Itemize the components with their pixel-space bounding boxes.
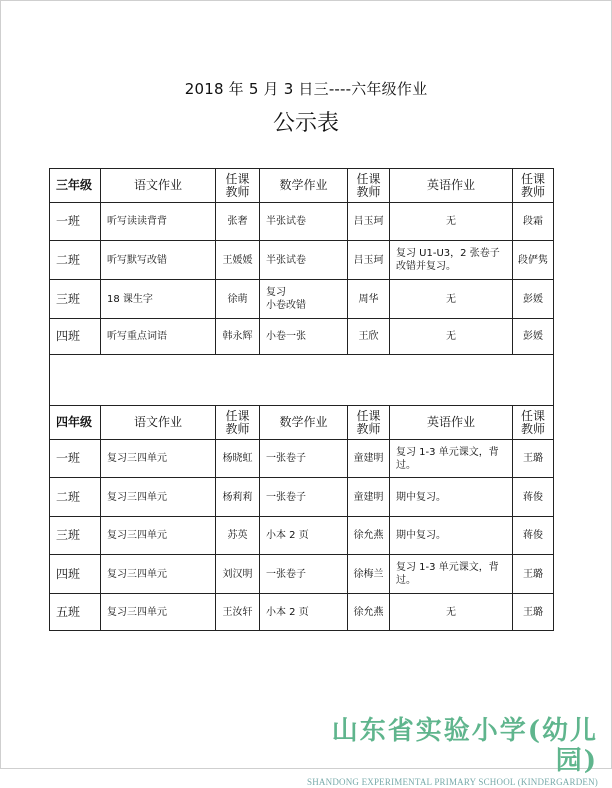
spacer-row: [50, 355, 554, 406]
chinese-teacher: 王媛媛: [216, 241, 260, 280]
page-title: 2018 年 5 月 3 日三----六年级作业: [184, 80, 428, 98]
math-teacher: 徐允燕: [348, 594, 390, 631]
class-label: 一班: [50, 203, 101, 241]
header-english: 英语作业: [390, 169, 513, 203]
english-teacher: 王璐: [513, 555, 554, 594]
english-homework: 期中复习。: [390, 517, 513, 555]
english-teacher: 王璐: [513, 594, 554, 631]
english-homework: 无: [390, 280, 513, 319]
chinese-homework: 复习三四单元: [101, 440, 216, 478]
header-chinese: 语文作业: [101, 406, 216, 440]
spacer-cell: [50, 355, 554, 406]
header-math: 数学作业: [260, 406, 348, 440]
chinese-homework: 复习三四单元: [101, 478, 216, 517]
grade-label: 四年级: [50, 406, 101, 440]
chinese-homework: 复习三四单元: [101, 555, 216, 594]
chinese-teacher: 刘汉明: [216, 555, 260, 594]
math-teacher: 吕玉珂: [348, 203, 390, 241]
table-row: [50, 241, 554, 280]
english-teacher: 彭媛: [513, 280, 554, 319]
math-teacher: 吕玉珂: [348, 241, 390, 280]
chinese-teacher: 王汝轩: [216, 594, 260, 631]
class-label: 二班: [50, 241, 101, 280]
math-teacher: 徐允燕: [348, 517, 390, 555]
math-teacher: 徐梅兰: [348, 555, 390, 594]
chinese-teacher: 杨晓虹: [216, 440, 260, 478]
english-homework: 无: [390, 203, 513, 241]
homework-table: [49, 168, 554, 631]
english-homework: 无: [390, 594, 513, 631]
english-teacher: 蒋俊: [513, 478, 554, 517]
school-logo: [298, 716, 598, 788]
table-row: [50, 594, 554, 631]
english-homework: 复习 1-3 单元课文，背过。: [390, 555, 513, 594]
math-homework: 小卷一张: [260, 319, 348, 355]
math-homework: 半张试卷: [260, 203, 348, 241]
math-teacher: 童建明: [348, 478, 390, 517]
math-homework: 小本 2 页: [260, 517, 348, 555]
header-english: 英语作业: [390, 406, 513, 440]
math-homework: 一张卷子: [260, 440, 348, 478]
chinese-teacher: 徐萌: [216, 280, 260, 319]
chinese-teacher: 韩永辉: [216, 319, 260, 355]
header-teacher-math: 任课 教师: [348, 169, 390, 203]
header-teacher-english: 任课 教师: [513, 169, 554, 203]
english-teacher: 王璐: [513, 440, 554, 478]
header-chinese: 语文作业: [101, 169, 216, 203]
table-row: [50, 280, 554, 319]
chinese-homework: 听写重点词语: [101, 319, 216, 355]
header-teacher-english: 任课 教师: [513, 406, 554, 440]
math-teacher: 童建明: [348, 440, 390, 478]
header-math: 数学作业: [260, 169, 348, 203]
grade-label: 三年级: [50, 169, 101, 203]
english-homework: 无: [390, 319, 513, 355]
chinese-teacher: 苏英: [216, 517, 260, 555]
class-label: 四班: [50, 319, 101, 355]
page-subtitle: 公示表: [272, 111, 339, 136]
class-label: 三班: [50, 280, 101, 319]
english-homework: 复习 1-3 单元课文，背过。: [390, 440, 513, 478]
math-homework: 复习 小卷改错: [260, 280, 348, 319]
header-row-grade3: [50, 169, 554, 203]
header-row-grade4: [50, 406, 554, 440]
english-homework: 期中复习。: [390, 478, 513, 517]
table-row: [50, 319, 554, 355]
header-teacher-chinese: 任课 教师: [216, 406, 260, 440]
math-homework: 小本 2 页: [260, 594, 348, 631]
english-homework: 复习 U1-U3，2 张卷子改错并复习。: [390, 241, 513, 280]
chinese-homework: 18 课生字: [101, 280, 216, 319]
english-teacher: 段俨隽: [513, 241, 554, 280]
table-row: [50, 440, 554, 478]
class-label: 二班: [50, 478, 101, 517]
chinese-homework: 复习三四单元: [101, 594, 216, 631]
math-homework: 一张卷子: [260, 555, 348, 594]
chinese-teacher: 张奢: [216, 203, 260, 241]
math-teacher: 王欣: [348, 319, 390, 355]
math-teacher: 周华: [348, 280, 390, 319]
header-teacher-chinese: 任课 教师: [216, 169, 260, 203]
table-row: [50, 203, 554, 241]
chinese-homework: 听写默写改错: [101, 241, 216, 280]
math-homework: 半张试卷: [260, 241, 348, 280]
class-label: 三班: [50, 517, 101, 555]
chinese-teacher: 杨莉莉: [216, 478, 260, 517]
english-teacher: 蒋俊: [513, 517, 554, 555]
class-label: 五班: [50, 594, 101, 631]
chinese-homework: 复习三四单元: [101, 517, 216, 555]
math-homework: 一张卷子: [260, 478, 348, 517]
school-logo-en: SHANDONG EXPERIMENTAL PRIMARY SCHOOL (KINDERGARDEN): [307, 777, 598, 787]
header-teacher-math: 任课 教师: [348, 406, 390, 440]
table-row: [50, 478, 554, 517]
table-row: [50, 555, 554, 594]
school-logo-cn: 山东省实验小学(幼儿园): [331, 716, 598, 776]
table-row: [50, 517, 554, 555]
english-teacher: 彭媛: [513, 319, 554, 355]
class-label: 一班: [50, 440, 101, 478]
class-label: 四班: [50, 555, 101, 594]
english-teacher: 段霜: [513, 203, 554, 241]
chinese-homework: 听写读读背背: [101, 203, 216, 241]
